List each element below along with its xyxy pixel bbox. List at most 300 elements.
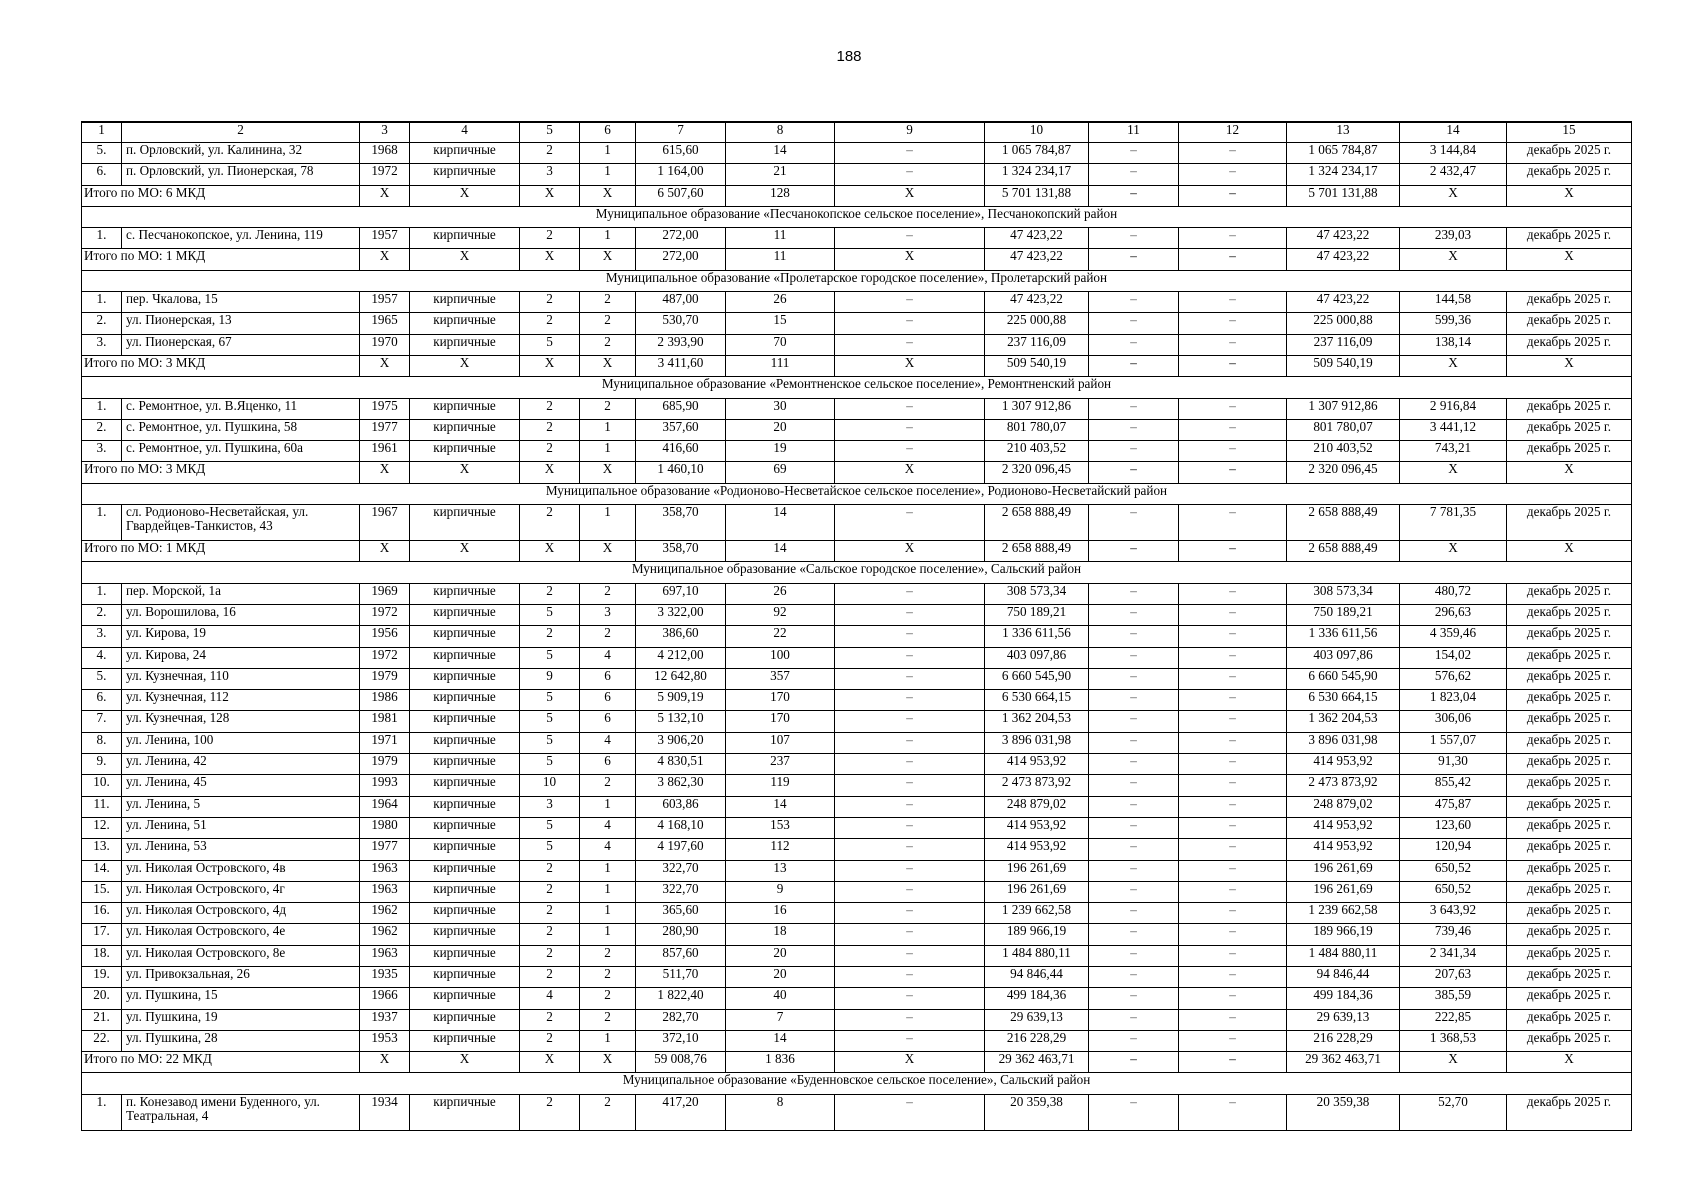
area-cell: 3 322,00 <box>636 604 726 625</box>
col14-cell: 154,02 <box>1400 647 1507 668</box>
column-number-cell: 3 <box>360 122 410 143</box>
total-cell: X <box>1400 541 1507 562</box>
col13-cost-cell: 248 879,02 <box>1287 796 1400 817</box>
col10-cost-cell: 94 846,44 <box>985 966 1089 987</box>
total-cell: 2 658 888,49 <box>1287 541 1400 562</box>
total-cell: X <box>835 355 985 376</box>
col12-cell: – <box>1179 419 1287 440</box>
col12-cell: – <box>1179 690 1287 711</box>
col13-cost-cell: 47 423,22 <box>1287 228 1400 249</box>
col13-cost-cell: 3 896 031,98 <box>1287 732 1400 753</box>
col10-cost-cell: 29 639,13 <box>985 1009 1089 1030</box>
col11-cell: – <box>1089 505 1179 541</box>
year-cell: 1979 <box>360 754 410 775</box>
total-cell: – <box>1089 541 1179 562</box>
residents-cell: 20 <box>726 966 835 987</box>
municipality-section-row <box>82 483 1632 504</box>
wall-material-cell: кирпичные <box>410 334 520 355</box>
col14-cell: 1 557,07 <box>1400 732 1507 753</box>
col9-cell: – <box>835 903 985 924</box>
column-number-cell: 8 <box>726 122 835 143</box>
building-row <box>82 164 1632 185</box>
col11-cell: – <box>1089 143 1179 164</box>
floors-cell: 2 <box>520 143 580 164</box>
total-cell: 59 008,76 <box>636 1052 726 1073</box>
total-label: Итого по МО: 3 МКД <box>82 355 360 376</box>
area-cell: 3 906,20 <box>636 732 726 753</box>
col9-cell: – <box>835 419 985 440</box>
total-cell: X <box>410 355 520 376</box>
col9-cell: – <box>835 668 985 689</box>
wall-material-cell: кирпичные <box>410 1009 520 1030</box>
col9-cell: – <box>835 228 985 249</box>
floors-cell: 5 <box>520 604 580 625</box>
building-row <box>82 398 1632 419</box>
deadline-cell: декабрь 2025 г. <box>1507 860 1632 881</box>
address-cell: ул. Ленина, 51 <box>122 817 360 838</box>
col10-cost-cell: 47 423,22 <box>985 228 1089 249</box>
col12-cell: – <box>1179 334 1287 355</box>
total-cell: X <box>580 185 636 206</box>
row-index-cell: 5. <box>82 143 122 164</box>
col14-cell: 91,30 <box>1400 754 1507 775</box>
col12-cell: – <box>1179 626 1287 647</box>
year-cell: 1965 <box>360 313 410 334</box>
area-cell: 417,20 <box>636 1094 726 1130</box>
floors-cell: 2 <box>520 881 580 902</box>
col9-cell: – <box>835 924 985 945</box>
year-cell: 1969 <box>360 583 410 604</box>
building-row <box>82 143 1632 164</box>
entrances-cell: 2 <box>580 313 636 334</box>
total-cell: 6 507,60 <box>636 185 726 206</box>
total-cell: 111 <box>726 355 835 376</box>
col10-cost-cell: 6 660 545,90 <box>985 668 1089 689</box>
wall-material-cell: кирпичные <box>410 292 520 313</box>
col14-cell: 3 643,92 <box>1400 903 1507 924</box>
year-cell: 1961 <box>360 441 410 462</box>
total-cell: 47 423,22 <box>1287 249 1400 270</box>
address-cell: ул. Пионерская, 67 <box>122 334 360 355</box>
col14-cell: 743,21 <box>1400 441 1507 462</box>
residents-cell: 22 <box>726 626 835 647</box>
entrances-cell: 2 <box>580 945 636 966</box>
col14-cell: 138,14 <box>1400 334 1507 355</box>
total-cell: 14 <box>726 541 835 562</box>
total-cell: – <box>1179 1052 1287 1073</box>
total-cell: X <box>1507 1052 1632 1073</box>
column-number-cell: 2 <box>122 122 360 143</box>
building-row <box>82 839 1632 860</box>
residents-cell: 30 <box>726 398 835 419</box>
floors-cell: 2 <box>520 398 580 419</box>
total-cell: – <box>1179 462 1287 483</box>
col9-cell: – <box>835 860 985 881</box>
wall-material-cell: кирпичные <box>410 775 520 796</box>
column-number-row <box>82 122 1632 143</box>
area-cell: 615,60 <box>636 143 726 164</box>
col13-cost-cell: 196 261,69 <box>1287 881 1400 902</box>
area-cell: 603,86 <box>636 796 726 817</box>
residents-cell: 92 <box>726 604 835 625</box>
address-cell: ул. Николая Островского, 4д <box>122 903 360 924</box>
col12-cell: – <box>1179 583 1287 604</box>
col14-cell: 650,52 <box>1400 881 1507 902</box>
building-row <box>82 775 1632 796</box>
col12-cell: – <box>1179 1030 1287 1051</box>
address-cell: ул. Ленина, 53 <box>122 839 360 860</box>
residents-cell: 112 <box>726 839 835 860</box>
address-cell: ул. Кузнечная, 110 <box>122 668 360 689</box>
wall-material-cell: кирпичные <box>410 690 520 711</box>
row-index-cell: 10. <box>82 775 122 796</box>
entrances-cell: 4 <box>580 732 636 753</box>
entrances-cell: 2 <box>580 775 636 796</box>
row-index-cell: 1. <box>82 1094 122 1130</box>
col9-cell: – <box>835 775 985 796</box>
col10-cost-cell: 216 228,29 <box>985 1030 1089 1051</box>
col10-cost-cell: 3 896 031,98 <box>985 732 1089 753</box>
year-cell: 1963 <box>360 945 410 966</box>
wall-material-cell: кирпичные <box>410 313 520 334</box>
building-row <box>82 419 1632 440</box>
total-cell: X <box>835 185 985 206</box>
col13-cost-cell: 414 953,92 <box>1287 817 1400 838</box>
deadline-cell: декабрь 2025 г. <box>1507 164 1632 185</box>
building-row <box>82 903 1632 924</box>
year-cell: 1937 <box>360 1009 410 1030</box>
floors-cell: 2 <box>520 228 580 249</box>
total-cell: 29 362 463,71 <box>1287 1052 1400 1073</box>
deadline-cell: декабрь 2025 г. <box>1507 839 1632 860</box>
wall-material-cell: кирпичные <box>410 583 520 604</box>
col10-cost-cell: 47 423,22 <box>985 292 1089 313</box>
residents-cell: 70 <box>726 334 835 355</box>
building-row <box>82 668 1632 689</box>
municipality-section-row <box>82 206 1632 227</box>
col14-cell: 855,42 <box>1400 775 1507 796</box>
year-cell: 1953 <box>360 1030 410 1051</box>
year-cell: 1977 <box>360 839 410 860</box>
row-index-cell: 7. <box>82 711 122 732</box>
col10-cost-cell: 1 324 234,17 <box>985 164 1089 185</box>
wall-material-cell: кирпичные <box>410 754 520 775</box>
floors-cell: 2 <box>520 313 580 334</box>
area-cell: 365,60 <box>636 903 726 924</box>
floors-cell: 2 <box>520 583 580 604</box>
total-cell: 3 411,60 <box>636 355 726 376</box>
row-index-cell: 1. <box>82 398 122 419</box>
municipality-heading: Муниципальное образование «Буденновское сельское поселение», Сальский район <box>82 1073 1632 1094</box>
col11-cell: – <box>1089 881 1179 902</box>
entrances-cell: 1 <box>580 419 636 440</box>
total-cell: X <box>1400 1052 1507 1073</box>
total-cell: – <box>1089 355 1179 376</box>
municipality-heading: Муниципальное образование «Ремонтненское сельское поселение», Ремонтненский район <box>82 377 1632 398</box>
column-number-cell: 7 <box>636 122 726 143</box>
total-cell: X <box>520 249 580 270</box>
row-index-cell: 4. <box>82 647 122 668</box>
entrances-cell: 1 <box>580 881 636 902</box>
year-cell: 1957 <box>360 292 410 313</box>
entrances-cell: 1 <box>580 796 636 817</box>
residents-cell: 26 <box>726 583 835 604</box>
col14-cell: 475,87 <box>1400 796 1507 817</box>
floors-cell: 2 <box>520 1030 580 1051</box>
building-row <box>82 732 1632 753</box>
col11-cell: – <box>1089 398 1179 419</box>
col9-cell: – <box>835 754 985 775</box>
col13-cost-cell: 210 403,52 <box>1287 441 1400 462</box>
deadline-cell: декабрь 2025 г. <box>1507 419 1632 440</box>
col12-cell: – <box>1179 732 1287 753</box>
year-cell: 1971 <box>360 732 410 753</box>
col11-cell: – <box>1089 860 1179 881</box>
col11-cell: – <box>1089 583 1179 604</box>
address-cell: ул. Пионерская, 13 <box>122 313 360 334</box>
floors-cell: 5 <box>520 839 580 860</box>
deadline-cell: декабрь 2025 г. <box>1507 903 1632 924</box>
total-cell: 11 <box>726 249 835 270</box>
total-cell: – <box>1179 249 1287 270</box>
address-cell: с. Ремонтное, ул. В.Яценко, 11 <box>122 398 360 419</box>
col9-cell: – <box>835 292 985 313</box>
total-cell: X <box>835 1052 985 1073</box>
total-row <box>82 185 1632 206</box>
col12-cell: – <box>1179 817 1287 838</box>
building-row <box>82 626 1632 647</box>
col14-cell: 207,63 <box>1400 966 1507 987</box>
wall-material-cell: кирпичные <box>410 796 520 817</box>
col12-cell: – <box>1179 292 1287 313</box>
year-cell: 1968 <box>360 143 410 164</box>
floors-cell: 5 <box>520 754 580 775</box>
building-row <box>82 1094 1632 1130</box>
building-row <box>82 334 1632 355</box>
col11-cell: – <box>1089 775 1179 796</box>
col14-cell: 3 441,12 <box>1400 419 1507 440</box>
entrances-cell: 1 <box>580 228 636 249</box>
col10-cost-cell: 1 484 880,11 <box>985 945 1089 966</box>
total-cell: X <box>1507 462 1632 483</box>
col12-cell: – <box>1179 441 1287 462</box>
area-cell: 358,70 <box>636 505 726 541</box>
col9-cell: – <box>835 604 985 625</box>
wall-material-cell: кирпичные <box>410 988 520 1009</box>
municipality-section-row <box>82 1073 1632 1094</box>
col11-cell: – <box>1089 313 1179 334</box>
deadline-cell: декабрь 2025 г. <box>1507 775 1632 796</box>
residents-cell: 153 <box>726 817 835 838</box>
residents-cell: 8 <box>726 1094 835 1130</box>
col10-cost-cell: 308 573,34 <box>985 583 1089 604</box>
address-cell: ул. Пушкина, 28 <box>122 1030 360 1051</box>
col11-cell: – <box>1089 419 1179 440</box>
row-index-cell: 20. <box>82 988 122 1009</box>
floors-cell: 2 <box>520 924 580 945</box>
total-cell: X <box>520 185 580 206</box>
residents-cell: 20 <box>726 419 835 440</box>
col12-cell: – <box>1179 505 1287 541</box>
col14-cell: 576,62 <box>1400 668 1507 689</box>
col13-cost-cell: 237 116,09 <box>1287 334 1400 355</box>
year-cell: 1993 <box>360 775 410 796</box>
residents-cell: 19 <box>726 441 835 462</box>
row-index-cell: 1. <box>82 228 122 249</box>
residents-cell: 14 <box>726 1030 835 1051</box>
col10-cost-cell: 1 336 611,56 <box>985 626 1089 647</box>
floors-cell: 2 <box>520 419 580 440</box>
col9-cell: – <box>835 881 985 902</box>
col14-cell: 52,70 <box>1400 1094 1507 1130</box>
col12-cell: – <box>1179 398 1287 419</box>
total-cell: X <box>520 1052 580 1073</box>
total-cell: 2 320 096,45 <box>985 462 1089 483</box>
residents-cell: 9 <box>726 881 835 902</box>
col14-cell: 650,52 <box>1400 860 1507 881</box>
col9-cell: – <box>835 690 985 711</box>
wall-material-cell: кирпичные <box>410 924 520 945</box>
row-index-cell: 1. <box>82 292 122 313</box>
building-row <box>82 796 1632 817</box>
year-cell: 1966 <box>360 988 410 1009</box>
col10-cost-cell: 2 658 888,49 <box>985 505 1089 541</box>
column-number-cell: 10 <box>985 122 1089 143</box>
wall-material-cell: кирпичные <box>410 966 520 987</box>
area-cell: 4 212,00 <box>636 647 726 668</box>
year-cell: 1964 <box>360 796 410 817</box>
column-number-cell: 14 <box>1400 122 1507 143</box>
entrances-cell: 1 <box>580 164 636 185</box>
area-cell: 12 642,80 <box>636 668 726 689</box>
residents-cell: 20 <box>726 945 835 966</box>
col14-cell: 123,60 <box>1400 817 1507 838</box>
year-cell: 1957 <box>360 228 410 249</box>
total-cell: X <box>1400 462 1507 483</box>
area-cell: 5 132,10 <box>636 711 726 732</box>
col13-cost-cell: 1 307 912,86 <box>1287 398 1400 419</box>
entrances-cell: 2 <box>580 1009 636 1030</box>
col9-cell: – <box>835 313 985 334</box>
column-number-cell: 5 <box>520 122 580 143</box>
address-cell: пер. Чкалова, 15 <box>122 292 360 313</box>
wall-material-cell: кирпичные <box>410 505 520 541</box>
total-cell: X <box>360 541 410 562</box>
wall-material-cell: кирпичные <box>410 817 520 838</box>
col9-cell: – <box>835 966 985 987</box>
col10-cost-cell: 414 953,92 <box>985 754 1089 775</box>
residents-cell: 107 <box>726 732 835 753</box>
address-cell: ул. Николая Островского, 8е <box>122 945 360 966</box>
entrances-cell: 2 <box>580 398 636 419</box>
residents-cell: 15 <box>726 313 835 334</box>
total-cell: 5 701 131,88 <box>1287 185 1400 206</box>
residents-cell: 40 <box>726 988 835 1009</box>
col9-cell: – <box>835 398 985 419</box>
area-cell: 857,60 <box>636 945 726 966</box>
total-cell: 358,70 <box>636 541 726 562</box>
address-cell: ул. Ворошилова, 16 <box>122 604 360 625</box>
address-cell: ул. Ленина, 42 <box>122 754 360 775</box>
col11-cell: – <box>1089 164 1179 185</box>
row-index-cell: 6. <box>82 164 122 185</box>
col14-cell: 120,94 <box>1400 839 1507 860</box>
col11-cell: – <box>1089 732 1179 753</box>
total-cell: X <box>520 462 580 483</box>
year-cell: 1980 <box>360 817 410 838</box>
row-index-cell: 11. <box>82 796 122 817</box>
row-index-cell: 14. <box>82 860 122 881</box>
col13-cost-cell: 189 966,19 <box>1287 924 1400 945</box>
column-number-cell: 4 <box>410 122 520 143</box>
municipality-heading: Муниципальное образование «Пролетарское городское поселение», Пролетарский район <box>82 270 1632 291</box>
area-cell: 282,70 <box>636 1009 726 1030</box>
building-row <box>82 860 1632 881</box>
col14-cell: 4 359,46 <box>1400 626 1507 647</box>
col11-cell: – <box>1089 945 1179 966</box>
col9-cell: – <box>835 1094 985 1130</box>
floors-cell: 5 <box>520 334 580 355</box>
address-cell: п. Орловский, ул. Пионерская, 78 <box>122 164 360 185</box>
building-row <box>82 1030 1632 1051</box>
municipality-section-row <box>82 562 1632 583</box>
total-cell: X <box>580 462 636 483</box>
floors-cell: 2 <box>520 1009 580 1030</box>
col9-cell: – <box>835 143 985 164</box>
deadline-cell: декабрь 2025 г. <box>1507 924 1632 945</box>
total-label: Итого по МО: 22 МКД <box>82 1052 360 1073</box>
col12-cell: – <box>1179 164 1287 185</box>
total-cell: X <box>360 355 410 376</box>
address-cell: п. Конезавод имени Буденного, ул. Театральная, 4 <box>122 1094 360 1130</box>
total-row <box>82 355 1632 376</box>
area-cell: 280,90 <box>636 924 726 945</box>
col14-cell: 296,63 <box>1400 604 1507 625</box>
col12-cell: – <box>1179 796 1287 817</box>
floors-cell: 5 <box>520 732 580 753</box>
col9-cell: – <box>835 711 985 732</box>
residents-cell: 357 <box>726 668 835 689</box>
total-cell: X <box>580 541 636 562</box>
residents-cell: 237 <box>726 754 835 775</box>
col10-cost-cell: 403 097,86 <box>985 647 1089 668</box>
total-cell: – <box>1089 249 1179 270</box>
year-cell: 1979 <box>360 668 410 689</box>
total-label: Итого по МО: 1 МКД <box>82 541 360 562</box>
col9-cell: – <box>835 583 985 604</box>
wall-material-cell: кирпичные <box>410 945 520 966</box>
area-cell: 272,00 <box>636 228 726 249</box>
wall-material-cell: кирпичные <box>410 839 520 860</box>
total-cell: X <box>1507 249 1632 270</box>
col14-cell: 385,59 <box>1400 988 1507 1009</box>
area-cell: 386,60 <box>636 626 726 647</box>
wall-material-cell: кирпичные <box>410 732 520 753</box>
col12-cell: – <box>1179 988 1287 1009</box>
year-cell: 1935 <box>360 966 410 987</box>
area-cell: 2 393,90 <box>636 334 726 355</box>
total-cell: 128 <box>726 185 835 206</box>
total-cell: 5 701 131,88 <box>985 185 1089 206</box>
total-label: Итого по МО: 6 МКД <box>82 185 360 206</box>
residents-cell: 119 <box>726 775 835 796</box>
col14-cell: 222,85 <box>1400 1009 1507 1030</box>
row-index-cell: 8. <box>82 732 122 753</box>
building-row <box>82 966 1632 987</box>
col14-cell: 3 144,84 <box>1400 143 1507 164</box>
area-cell: 357,60 <box>636 419 726 440</box>
total-cell: X <box>360 1052 410 1073</box>
